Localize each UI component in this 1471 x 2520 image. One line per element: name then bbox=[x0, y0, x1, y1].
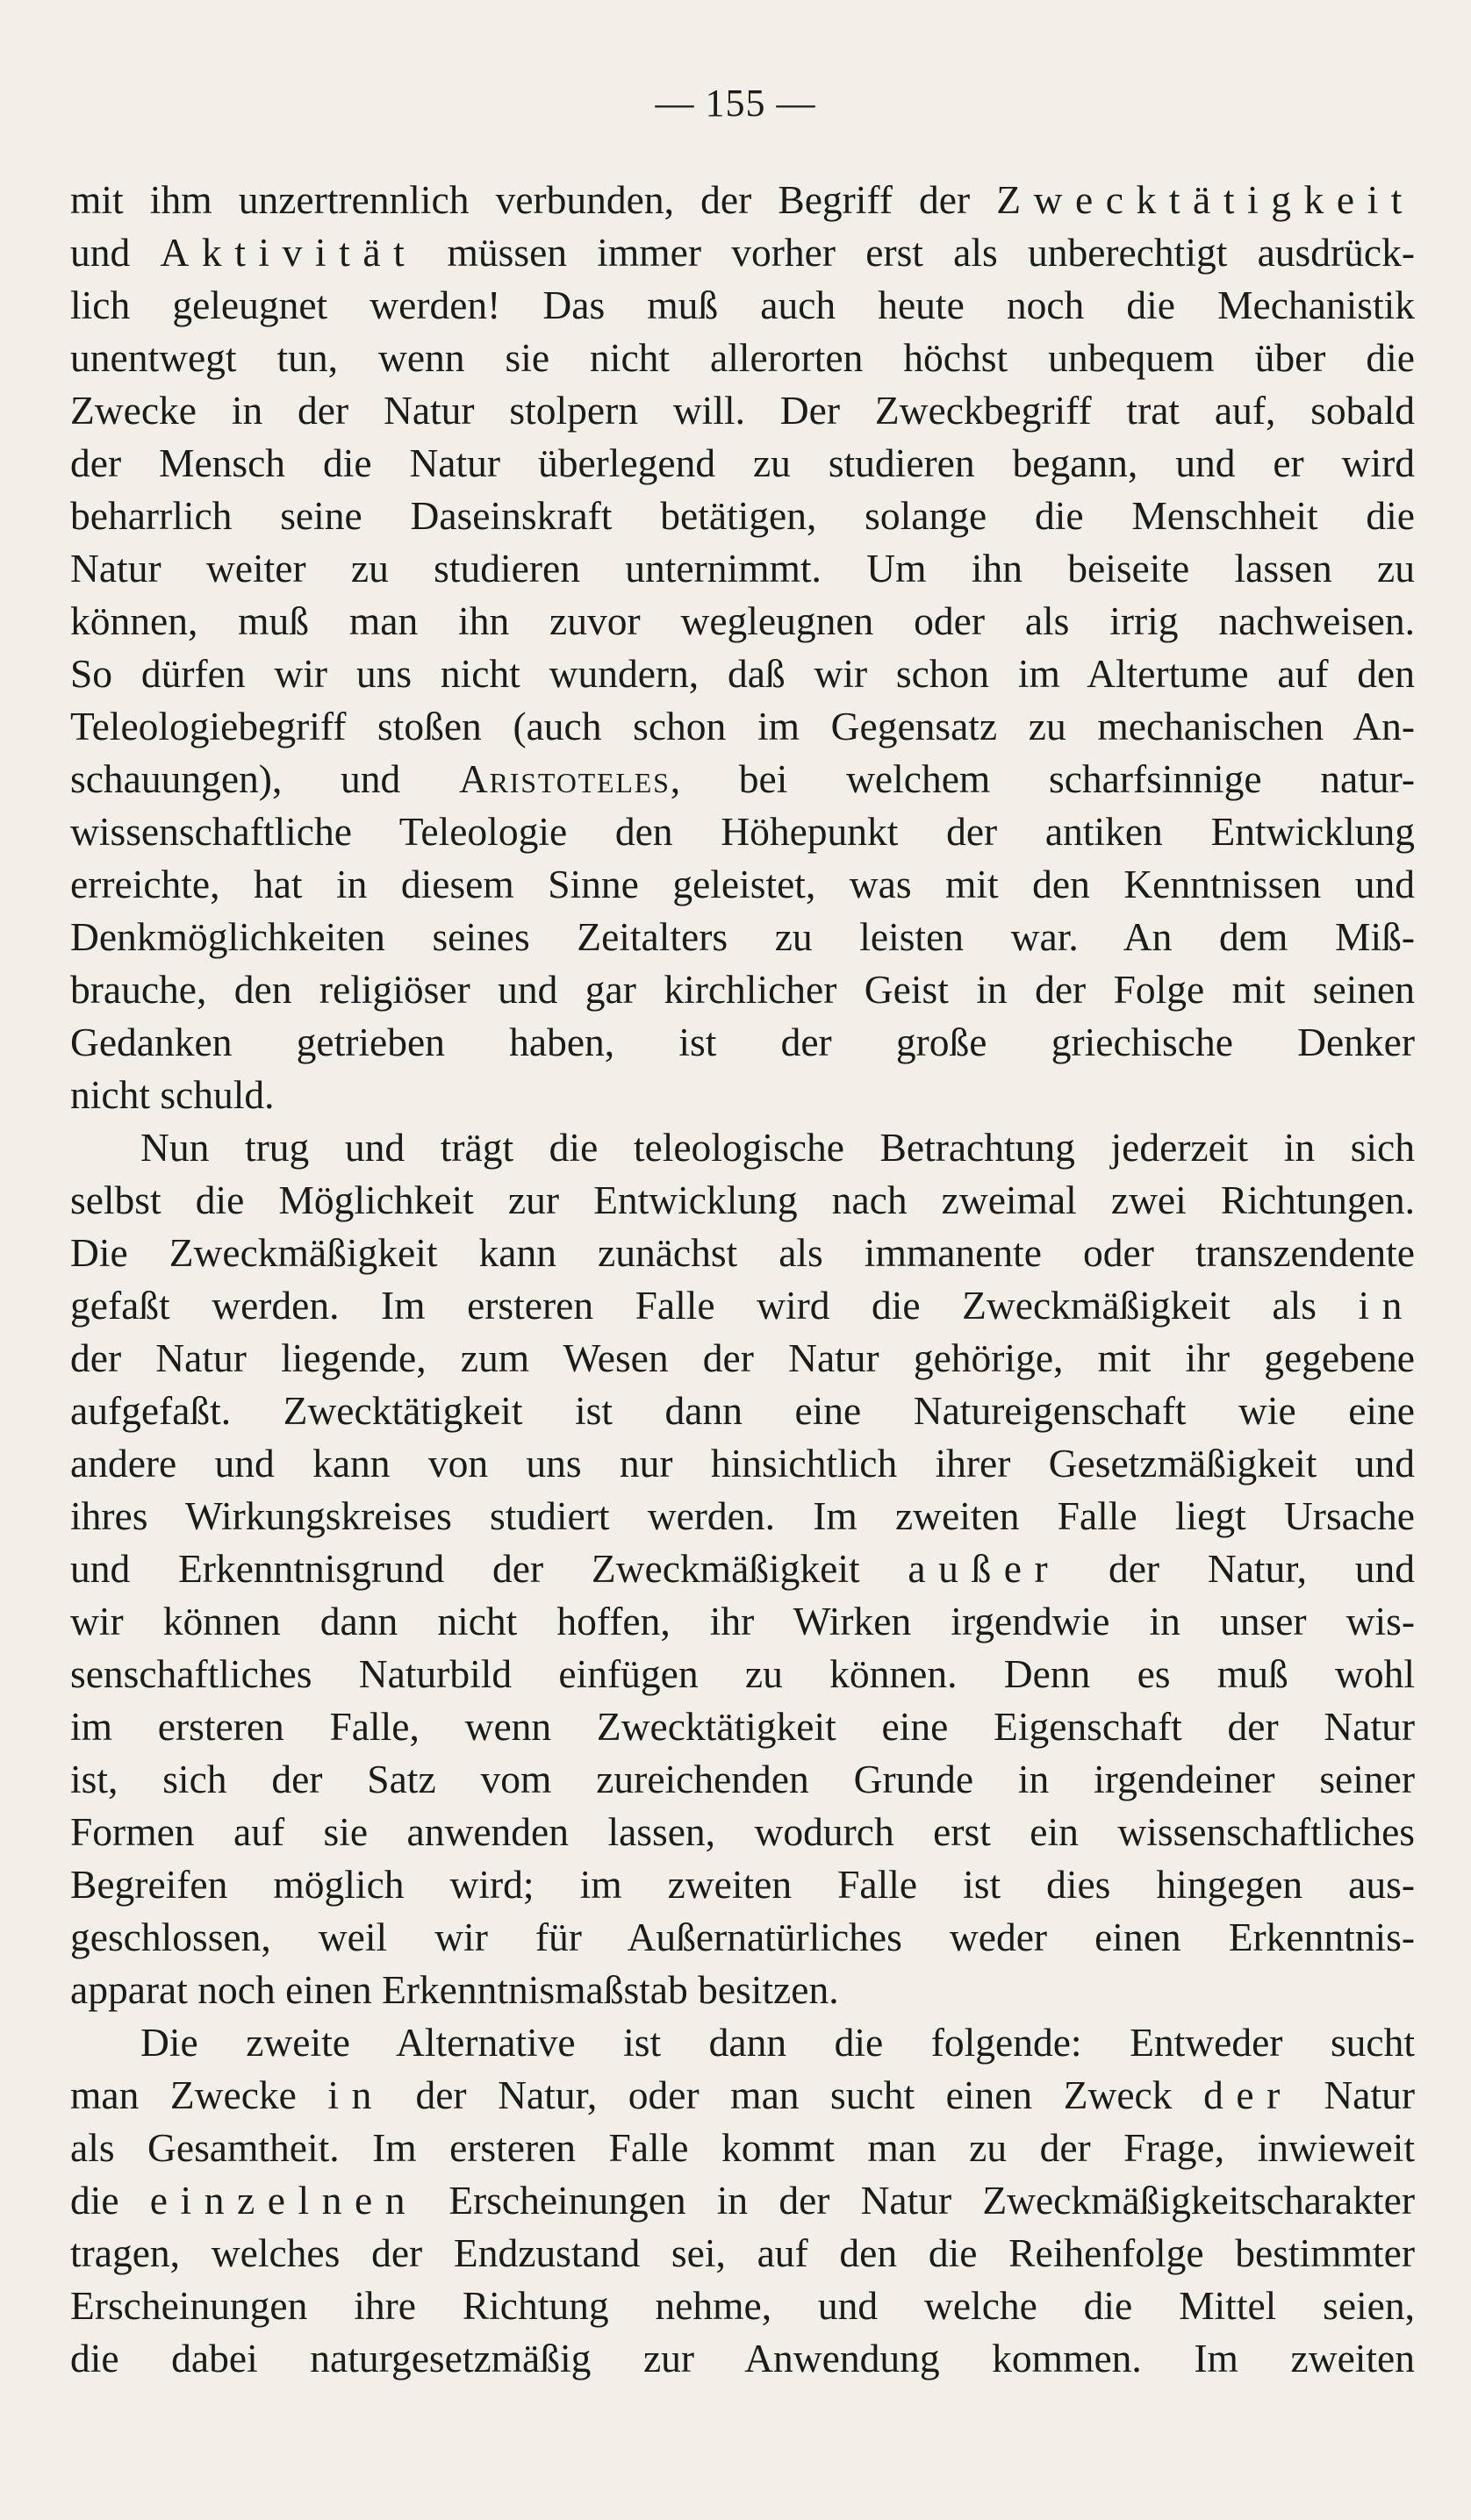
body-text bbox=[70, 174, 1415, 2385]
emphasis: außer bbox=[908, 1546, 1061, 1591]
paragraph-1 bbox=[70, 174, 1415, 1121]
text-line: und Erkenntnisgrund der Zweckmäßigkeit außer der Natur, und bbox=[70, 1546, 1415, 1591]
text-line: Formen auf sie anwenden lassen, wodurch erst ein wissenschaftliches bbox=[70, 1809, 1415, 1854]
text-line: Zwecke in der Natur stolpern will. Der Zweckbegriff trat auf, sobald bbox=[70, 388, 1415, 433]
page-number: — 155 — bbox=[655, 82, 816, 125]
emphasis: Zwecktätigkeit bbox=[996, 177, 1415, 222]
text-line: Die zweite Alternative ist dann die folgende: Entweder sucht bbox=[140, 2020, 1415, 2065]
paragraph-3 bbox=[70, 2016, 1415, 2385]
text-line: Nun trug und trägt die teleologische Betrachtung jederzeit in sich bbox=[140, 1125, 1415, 1170]
emphasis: der bbox=[1203, 2073, 1293, 2117]
author-name: Aristoteles bbox=[458, 756, 671, 801]
text-line: Teleologiebegriff stoßen (auch schon im Gegensatz zu mechanischen An- bbox=[70, 704, 1415, 748]
text-line: man Zwecke in der Natur, oder man sucht einen Zweck der Natur bbox=[70, 2073, 1415, 2117]
text-line: So dürfen wir uns nicht wundern, daß wir schon im Altertume auf den bbox=[70, 651, 1415, 696]
text-line: im ersteren Falle, wenn Zwecktätigkeit eine Eigenschaft der Natur bbox=[70, 1704, 1415, 1749]
text-line: erreichte, hat in diesem Sinne geleistet, was mit den Kenntnissen und bbox=[70, 862, 1415, 906]
text-line: apparat noch einen Erkenntnismaßstab besitzen. bbox=[70, 1967, 839, 2012]
text-line: die einzelnen Erscheinungen in der Natur Zweckmäßigkeitscharakter bbox=[70, 2178, 1415, 2223]
text-line: wissenschaftliche Teleologie den Höhepunkt der antiken Entwicklung bbox=[70, 809, 1415, 854]
emphasis: in bbox=[1358, 1283, 1415, 1328]
text-line: ihres Wirkungskreises studiert werden. Im zweiten Falle liegt Ursache bbox=[70, 1493, 1415, 1538]
text-line: Erscheinungen ihre Richtung nehme, und welche die Mittel seien, bbox=[70, 2283, 1415, 2328]
text-line: Die Zweckmäßigkeit kann zunächst als immanente oder transzendente bbox=[70, 1230, 1415, 1275]
text-line: der Natur liegende, zum Wesen der Natur gehörige, mit ihr gegebene bbox=[70, 1335, 1415, 1380]
text-line: wir können dann nicht hoffen, ihr Wirken irgendwie in unser wis- bbox=[70, 1599, 1415, 1643]
text-line: als Gesamtheit. Im ersteren Falle kommt man zu der Frage, inwieweit bbox=[70, 2125, 1415, 2170]
text-line: Denkmöglichkeiten seines Zeitalters zu leisten war. An dem Miß- bbox=[70, 914, 1415, 959]
text-line: nicht schuld. bbox=[70, 1072, 275, 1117]
text-line: gefaßt werden. Im ersteren Falle wird die Zweckmäßigkeit als in bbox=[70, 1283, 1415, 1328]
text-line: Gedanken getrieben haben, ist der große griechische Denker bbox=[70, 1020, 1415, 1064]
text-line: selbst die Möglichkeit zur Entwicklung nach zweimal zwei Richtungen. bbox=[70, 1178, 1415, 1222]
text-line: Natur weiter zu studieren unternimmt. Um ihn beiseite lassen zu bbox=[70, 546, 1415, 591]
text-line: andere und kann von uns nur hinsichtlich ihrer Gesetzmäßigkeit und bbox=[70, 1441, 1415, 1486]
emphasis: Aktivität bbox=[160, 230, 418, 275]
emphasis: in bbox=[327, 2073, 384, 2117]
text-line: senschaftliches Naturbild einfügen zu können. Denn es muß wohl bbox=[70, 1651, 1415, 1696]
text-line: können, muß man ihn zuvor wegleugnen oder als irrig nachweisen. bbox=[70, 598, 1415, 643]
text-line: lich geleugnet werden! Das muß auch heute noch die Mechanistik bbox=[70, 283, 1415, 327]
text-line: geschlossen, weil wir für Außernatürliches weder einen Erkenntnis- bbox=[70, 1915, 1415, 1959]
text-line: schauungen), und Aristoteles, bei welchem scharfsinnige natur- bbox=[70, 756, 1415, 801]
text-line: brauche, den religiöser und gar kirchlicher Geist in der Folge mit seinen bbox=[70, 967, 1415, 1012]
text-line: aufgefaßt. Zwecktätigkeit ist dann eine Natureigenschaft wie eine bbox=[70, 1388, 1415, 1433]
text-line: die dabei naturgesetzmäßig zur Anwendung kommen. Im zweiten bbox=[70, 2336, 1415, 2380]
text-line: tragen, welches der Endzustand sei, auf den die Reihenfolge bestimmter bbox=[70, 2230, 1415, 2275]
text-line: ist, sich der Satz vom zureichenden Grunde in irgendeiner seiner bbox=[70, 1757, 1415, 1801]
text-line: der Mensch die Natur überlegend zu studieren begann, und er wird bbox=[70, 440, 1415, 485]
text-line: und Aktivität müssen immer vorher erst als unberechtigt ausdrück- bbox=[70, 230, 1415, 275]
text-line: unentwegt tun, wenn sie nicht allerorten höchst unbequem über die bbox=[70, 335, 1415, 380]
paragraph-2 bbox=[70, 1121, 1415, 2016]
text-line: beharrlich seine Daseinskraft betätigen, solange die Menschheit die bbox=[70, 493, 1415, 538]
text-line: mit ihm unzertrennlich verbunden, der Begriff der Zwecktätigkeit bbox=[70, 177, 1415, 222]
text-line: Begreifen möglich wird; im zweiten Falle ist dies hingegen aus- bbox=[70, 1862, 1415, 1907]
emphasis: einzelnen bbox=[149, 2178, 419, 2223]
